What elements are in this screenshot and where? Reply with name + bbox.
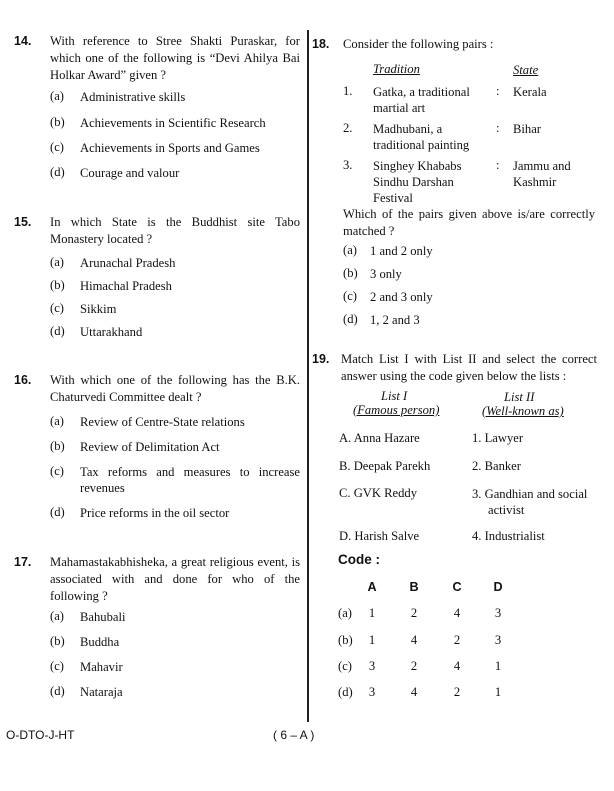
- list1-item: B. Deepak Parekh: [339, 459, 431, 473]
- option-text: Uttarakhand: [80, 325, 143, 339]
- code-cell: 4: [453, 606, 461, 620]
- option-text: Himachal Pradesh: [80, 279, 172, 293]
- list1-item: D. Harish Salve: [339, 529, 420, 543]
- option-label: (c): [50, 140, 64, 154]
- question-text: Match List I with List II and select the correct answer using the code given below the lists :: [341, 352, 597, 383]
- option-text: Price reforms in the oil sector: [80, 506, 230, 520]
- option-text: Achievements in Scientific Research: [80, 116, 266, 130]
- option-text: Tax reforms and measures to increase revenues: [80, 465, 300, 495]
- pair-number: 3.: [343, 158, 353, 172]
- option-text: Nataraja: [80, 685, 123, 699]
- list2-item: 2. Banker: [472, 459, 521, 473]
- code-cell: 1: [494, 659, 502, 673]
- question-number: 16.: [14, 373, 32, 387]
- question-subtext: Which of the pairs given above is/are correctly matched ?: [343, 207, 595, 238]
- code-cell: 2: [453, 633, 461, 647]
- option-label: (d): [50, 165, 65, 179]
- question-number: 14.: [14, 34, 32, 48]
- option-label: (c): [50, 659, 64, 673]
- option-label: (a): [50, 89, 64, 103]
- code-cell: 3: [494, 606, 502, 620]
- question-text: Mahamastakabhisheka, a great religious event, is associated with and done for who of the following ?: [50, 555, 300, 603]
- code-cell: 2: [453, 685, 461, 699]
- list2-subtitle: (Well-known as): [482, 404, 564, 418]
- option-label: (a): [50, 255, 64, 269]
- option-text: Mahavir: [80, 660, 123, 674]
- option-label: (d): [50, 684, 65, 698]
- code-header: A: [367, 580, 377, 594]
- table-header-tradition: Tradition: [373, 62, 420, 76]
- question-text: Consider the following pairs :: [343, 37, 494, 51]
- option-text: Sikkim: [80, 302, 117, 316]
- option-label: (d): [343, 312, 358, 326]
- list2-item: 1. Lawyer: [472, 431, 524, 445]
- code-header: B: [409, 580, 419, 594]
- option-label: (c): [343, 289, 357, 303]
- code-row-label: (a): [338, 606, 352, 620]
- code-cell: 4: [453, 659, 461, 673]
- question-text: In which State is the Buddhist site Tabo Monastery located ?: [50, 215, 300, 246]
- option-label: (b): [50, 634, 65, 648]
- option-label: (a): [343, 243, 357, 257]
- code-cell: 2: [410, 659, 418, 673]
- option-text: 1, 2 and 3: [370, 313, 420, 327]
- pair-colon: :: [496, 158, 500, 172]
- option-label: (c): [50, 464, 64, 478]
- option-label: (b): [50, 278, 65, 292]
- pair-tradition: Madhubani, a traditional painting: [373, 122, 470, 152]
- option-text: Review of Delimitation Act: [80, 440, 220, 454]
- code-cell: 1: [368, 606, 376, 620]
- option-text: Review of Centre-State relations: [80, 415, 245, 429]
- option-label: (d): [50, 324, 65, 338]
- option-text: Courage and valour: [80, 166, 180, 180]
- code-cell: 3: [368, 685, 376, 699]
- pair-colon: :: [496, 121, 500, 135]
- list1-title: List I: [381, 389, 408, 403]
- option-label: (c): [50, 301, 64, 315]
- pair-colon: :: [496, 84, 500, 98]
- option-text: 1 and 2 only: [370, 244, 433, 258]
- paper-code: O-DTO-J-HT: [6, 728, 75, 742]
- pair-state: Bihar: [513, 122, 541, 136]
- table-header-state: State: [513, 63, 539, 77]
- code-cell: 1: [494, 685, 502, 699]
- pair-tradition: Gatka, a traditional martial art: [373, 85, 470, 115]
- question-number: 17.: [14, 555, 32, 569]
- option-text: Buddha: [80, 635, 120, 649]
- list2-item: 3. Gandhian and social activist: [472, 487, 588, 517]
- question-text: With which one of the following has the B.K. Chaturvedi Committee dealt ?: [50, 373, 300, 404]
- option-label: (d): [50, 505, 65, 519]
- question-text: With reference to Stree Shakti Puraskar, for which one of the following is “Devi Ahilya Bai Holkar Award” given ?: [50, 34, 300, 82]
- code-header: C: [452, 580, 462, 594]
- list1-item: C. GVK Reddy: [339, 486, 418, 500]
- question-number: 19.: [312, 352, 330, 366]
- code-cell: 4: [410, 633, 418, 647]
- option-label: (b): [343, 266, 358, 280]
- option-label: (b): [50, 439, 65, 453]
- option-label: (b): [50, 115, 65, 129]
- pair-state: Jammu and Kashmir: [513, 159, 571, 189]
- option-text: Achievements in Sports and Games: [80, 141, 260, 155]
- code-cell: 3: [368, 659, 376, 673]
- column-divider: [307, 30, 309, 722]
- code-row-label: (c): [338, 659, 352, 673]
- list2-title: List II: [504, 390, 535, 404]
- pair-tradition: Singhey Khababs Sindhu Darshan Festival: [373, 159, 462, 205]
- option-text: Arunachal Pradesh: [80, 256, 176, 270]
- pair-state: Kerala: [513, 85, 547, 99]
- option-text: 2 and 3 only: [370, 290, 433, 304]
- list2-item: 4. Industrialist: [472, 529, 545, 543]
- page-number: ( 6 – A ): [273, 728, 315, 742]
- list1-subtitle: (Famous person): [353, 403, 440, 417]
- option-label: (a): [50, 609, 64, 623]
- pair-number: 2.: [343, 121, 353, 135]
- code-row-label: (d): [338, 685, 353, 699]
- code-cell: 1: [368, 633, 376, 647]
- question-number: 15.: [14, 215, 32, 229]
- code-cell: 4: [410, 685, 418, 699]
- pair-number: 1.: [343, 84, 353, 98]
- option-text: 3 only: [370, 267, 402, 281]
- code-title: Code :: [338, 552, 380, 567]
- code-row-label: (b): [338, 633, 353, 647]
- list1-item: A. Anna Hazare: [339, 431, 420, 445]
- option-text: Bahubali: [80, 610, 126, 624]
- code-header: D: [493, 580, 503, 594]
- option-label: (a): [50, 414, 64, 428]
- option-text: Administrative skills: [80, 90, 186, 104]
- question-number: 18.: [312, 37, 330, 51]
- code-cell: 2: [410, 606, 418, 620]
- code-cell: 3: [494, 633, 502, 647]
